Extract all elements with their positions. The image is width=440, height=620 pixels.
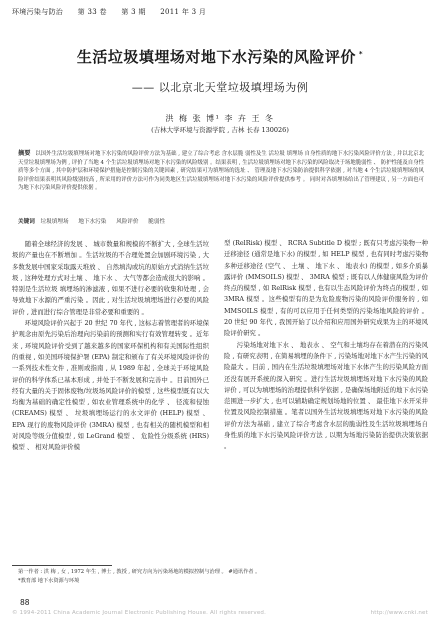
title-footnote-mark: * bbox=[358, 50, 364, 58]
abstract bbox=[18, 150, 424, 193]
keywords-label: 关键词 bbox=[18, 219, 35, 225]
body-paragraph: 污染场地对地下水 、 地表水 、 空气和土壤均存在着潜在的污染风险 , 有研究表明 , 在简易填埋的条件下 , 污染场地对地下水产生污染的风险最大 。目前 , 国内在生活垃圾填埋场对地下水体产生的污染风险方面还没有展开系统的深入研究 。进行生活垃圾填埋场对地下水污染的风险评价 , 可以为填埋场的治理提供科学依据 , 是确保场地附近的地下水污染范围进一步扩大 , 也可以辅助确定规划场地的位置 、 最佳地下水开采井位置及风险控制措施 。笔者以国外生活垃圾填埋场对地下水污染的风险评价方法为基础 , 建立了综合考虑含水层的脆弱性及生活垃圾填埋场自身性质的地下水污染风险评价方法 , 以期为场地污染防治提供决策依据 。 bbox=[224, 340, 428, 451]
journal-volume: 第 33 卷 bbox=[77, 8, 107, 16]
journal-header bbox=[12, 7, 428, 17]
keyword: 脆弱性 bbox=[148, 219, 166, 225]
journal-issue: 第 3 期 bbox=[121, 8, 146, 16]
page-number: 88 bbox=[20, 598, 30, 607]
copyright-watermark bbox=[12, 610, 428, 616]
copyright-url: http://www.cnki.net bbox=[370, 610, 428, 616]
copyright-text: © 1994-2011 China Academic Journal Electronic Publishing House. All rights reserved. bbox=[12, 610, 267, 616]
paper-subtitle: —— 以北京北天堂垃圾填埋场为例 bbox=[131, 81, 309, 94]
paper-title-text: 生活垃圾填埋场对地下水污染的风险评价 bbox=[76, 48, 356, 66]
keyword: 地下水污染 bbox=[78, 219, 107, 225]
abstract-label: 摘要 bbox=[18, 150, 31, 157]
journal-name: 环境污染与防治 bbox=[12, 8, 64, 16]
paper-title bbox=[0, 46, 440, 67]
keyword: 风险评价 bbox=[116, 219, 139, 225]
author-list: 洪 梅 张 博¹ 李 卉 王 冬 bbox=[165, 114, 275, 123]
abstract-text: 以国外生活垃圾填埋场对地下水污染的风险评价方法为基础 , 建立了综合考虑 含水层脆 弱性及生 活垃圾 填埋场 自身性质的地下水污染风险评价方法 , 并以北京北天堂垃圾填埋场为例 , 评价了当地 4 个生活垃圾填埋场对地下水污染的风险级别 。结果表明 , 生活垃圾填埋场对地下水污染的风险取决于场地脆弱性 、 防护性能及自身性质等多个方面 , 其中防护层和环境保护措施是控制污染的关键因素 , 研究结果可为填埋场的选址 、 管理及地下水污染防治提供科学依据 , 对当地 4 个生活垃圾填埋场的风险评价结果表明其风险级别较高 , 所采用的评价方法可作为同类地区生活垃圾填埋场对地下水污染的风险评价提供参考 。 同时对各填埋场给出了管理建议 , 另一方面也可为地下水污染风险评价提供依据 。 bbox=[18, 151, 424, 192]
footnote: *教育部 地下水资源与环境 bbox=[18, 577, 80, 584]
affiliation: (吉林大学环境与资源学院 , 吉林 长春 130026) bbox=[151, 126, 289, 134]
body-column-right bbox=[224, 238, 428, 453]
body-column-left bbox=[12, 239, 209, 454]
footnotes bbox=[18, 568, 426, 585]
body-paragraph: 随着全球经济的发展 、 城市数量和规模的不断扩大 , 全球生活垃圾的产量也在不断增加 。生活垃圾的不合理处置会加剧环境污染 , 大多数发展中国家采取露天堆放 、 自然填沟或坑的原始方式消纳生活垃圾 , 这种处理方式对土壤 、 地下水 、 大气等都会造成很大的影响 。特别是生活垃圾 填埋场的渗滤液 , 如果不进行必要的收集和处理 , 会导致地下水源的严重污染 。因此 , 对生活垃圾填埋场进行必要的风险评价 , 进而进行综合管理是非常必要和重要的 。 bbox=[12, 240, 209, 316]
journal-date: 2011 年 3 月 bbox=[160, 8, 207, 16]
footnote-divider bbox=[12, 565, 112, 566]
footnote: 第一作者 : 洪 梅 , 女 , 1972 年生 , 博士 , 教授 , 研究方向为污染场地的模拟控制与治理 。 #通讯作者 。 bbox=[18, 569, 261, 575]
body-paragraph: 环境风险评价兴起于 20 世纪 70 年代 , 这标志着管理者的环境保护观念由原先污染后治理向污染前的预测和实行有效管理转变 。近年来 , 环境风险评价受到了越来越多的国家环保机构和有关国际性组织的重视 , 如美国环境保护署 (EPA) 制定和颁布了有关环境风险评价的一系列技术性文件 , 准则或指南 , 从 1989 年起 , 全球关于环境风险评价的科学体系已基本形成 , 并处于不断发展和完善中 。目前国外已经有大量的关于固体废物/垃圾场风险评价的模型 , 这些模型既有以大均衡为基础的确定性模型 , 如农业管理系统中的化学 、 径流和侵蚀 (CREAMS) 模型 、 垃圾填埋场运行的水文评价 (HELP) 模型 、 EPA 现行的废物风险评价 (3MRA) 模型 , 也有相关的随机模型和相对风险等级分值模型 , 如 LeGrand 模型 、 危险性分级系统 (HRS) 模型 、 相对风险评价模 bbox=[12, 319, 209, 452]
body-paragraph: 型 (RelRisk) 模型 、 RCRA Subtitle D 模型 ; 既有只考虑污染物一种迁移途径 (通常是地下水) 的模型 , 如 HELP 模型 , 也有同时考虑污染物多种迁移途径 (空气 、 土壤 、 地下水 、 地表水) 的模型 , 如多介质暴露评价 (MMSOILS) 模型 、 3MRA 模型 ; 既有以人体健康风险为评价终点的模型 , 如 RelRisk 模型 , 也有以生态风险评价为终点的模型 , 如 3MRA 模型 。这些模型有的是为危险废物污染的风险评价服务的 , 如 MMSOILS 模型 , 有的可以应用于任何类型的污染场地风险的评价 。20 世纪 90 年代 , 我国开始了以介绍和应用国外研究成果为主的环境风险评价研究 。 bbox=[224, 239, 428, 338]
keywords-line bbox=[18, 217, 424, 225]
keyword: 垃圾填埋场 bbox=[40, 219, 69, 225]
